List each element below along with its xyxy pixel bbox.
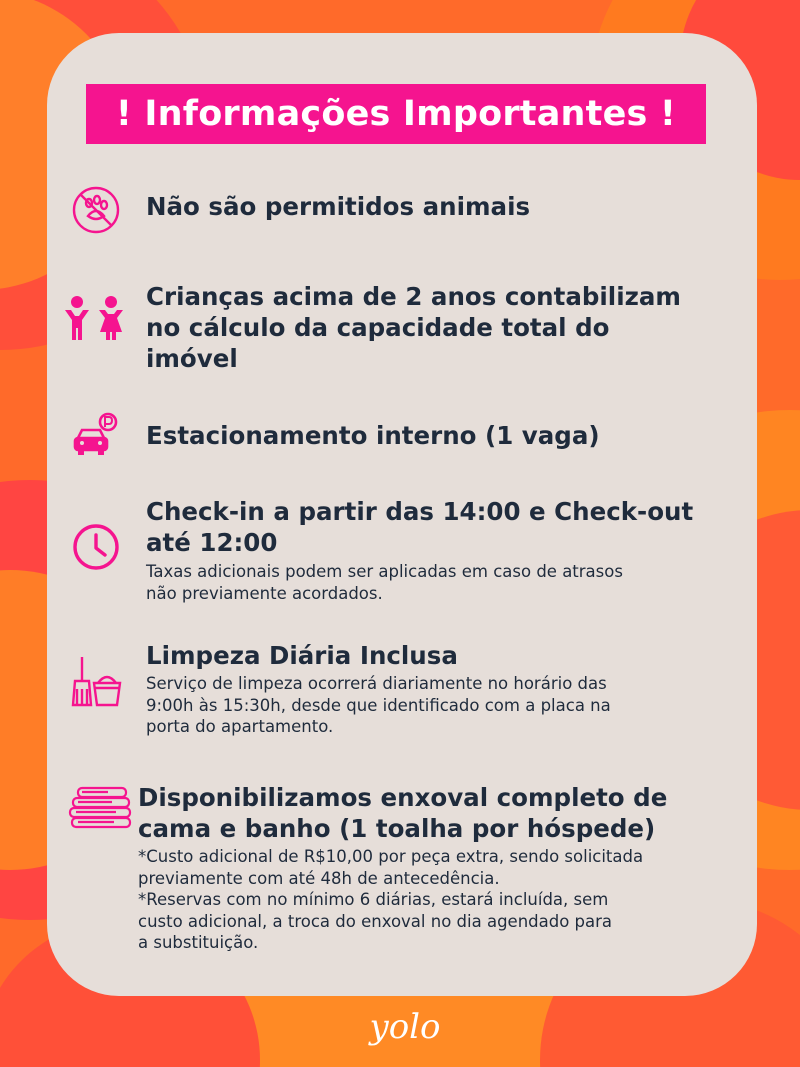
item-title: Check-in a partir das 14:00 e Check-out até 12:00 [146, 497, 694, 557]
clock-icon [70, 521, 122, 573]
no-pets-icon [70, 184, 122, 236]
towels-icon [68, 784, 134, 830]
item-description: Taxas adicionais podem ser aplicadas em caso de atrasos não previamente acordados. [146, 562, 623, 603]
item-description: *Custo adicional de R$10,00 por peça extra, sendo solicitada previamente com até 48h de antecedência. *Reservas com no mínimo 6 diárias, estará incluída, sem custo adicional, a troca do enxoval no dia agendado para a substituição. [138, 847, 644, 952]
item-description: Serviço de limpeza ocorrerá diariamente no horário das 9:00h às 15:30h, desde que identificado com a placa na porta do apartamento. [146, 674, 611, 736]
cleaning-icon [70, 655, 124, 709]
brand-logo: yolo [369, 1007, 441, 1047]
item-title: Crianças acima de 2 anos contabilizam no cálculo da capacidade total do imóvel [146, 282, 681, 373]
item-title: Limpeza Diária Inclusa [146, 641, 458, 670]
parking-car-icon [72, 412, 122, 458]
item-title: Estacionamento interno (1 vaga) [146, 421, 600, 450]
page-title: ! Informações Importantes ! [86, 84, 706, 144]
children-icon [62, 294, 128, 342]
item-title: Disponibilizamos enxoval completo de cama e banho (1 toalha por hóspede) [138, 783, 668, 843]
item-title: Não são permitidos animais [146, 192, 531, 221]
